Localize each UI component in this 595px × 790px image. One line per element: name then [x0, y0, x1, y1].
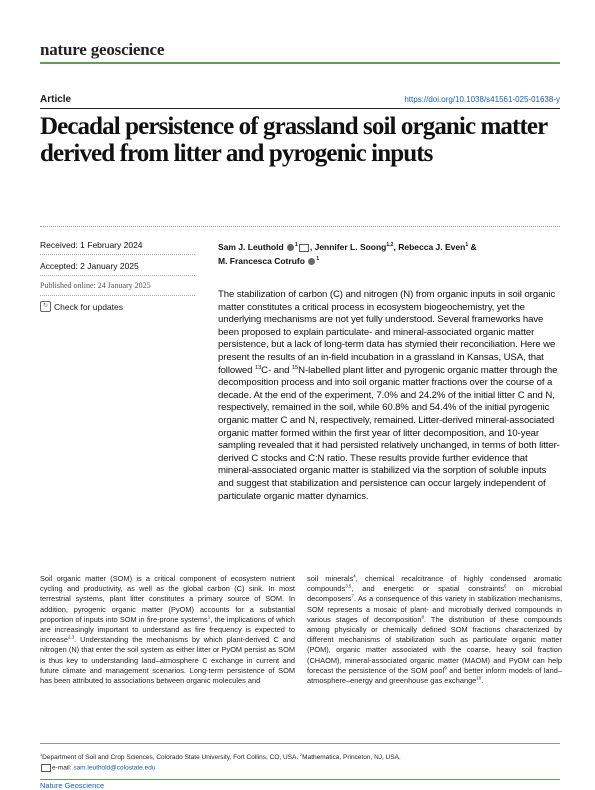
- reference-link[interactable]: 8: [421, 614, 424, 620]
- body-text: Soil organic matter (SOM) is a critical component of ecosystem nutrient cycling and productivity, as well as the global carbon (C) sink. In most terrestrial systems, plant litter constitutes a primary source of SOM. In addition, pyrogenic organic matter (PyOM) accounts for a substantial proportion of inputs into SOM in fire-prone systems: [40, 574, 295, 624]
- author-name[interactable]: Sam J. Leuthold: [218, 242, 284, 252]
- body-text: , and energetic or spatial constraints: [351, 584, 505, 594]
- abstract-text: C- and: [261, 364, 292, 376]
- reference-link[interactable]: 2,3: [67, 634, 75, 640]
- footer-rule: [40, 779, 560, 780]
- orcid-icon[interactable]: [287, 244, 294, 251]
- check-updates-button[interactable]: [40, 301, 123, 312]
- author-separator: &: [468, 242, 477, 252]
- author-affiliation-ref: 1: [295, 242, 298, 249]
- received-date: Received: 1 February 2024: [40, 240, 143, 250]
- body-text: soil minerals: [307, 574, 354, 583]
- journal-name: nature geoscience: [40, 40, 165, 59]
- reference-link[interactable]: 4: [353, 573, 356, 579]
- reference-link[interactable]: 7: [351, 593, 354, 599]
- check-updates-icon: ↻: [40, 301, 51, 312]
- affiliation-text: Mathematica, Princeton, NJ, USA.: [302, 754, 401, 761]
- abstract: [218, 289, 564, 503]
- author-name[interactable]: M. Francesca Cotrufo: [218, 256, 305, 266]
- abstract-text: N-labelled plant litter and pyrogenic organic matter through the decomposition process and into soil organic matter fractions over the course of a decade. At the end of the experiment, 7.0% and 24.2% of the initial litter C and N, respectively, remained in the soil, while 60.8% and 54.4% of the initial pyrogenic organic matter C and N, respectively, remained. Litter-derived mineral-associated organic matter formed within the first year of litter decomposition, and 10-year sampling revealed that it had persisted relatively unchanged, in terms of both litter-derived C stocks and C:N ratio. These results provide further evidence that mineral-associated organic matter is stabilized via the sorption of soluble inputs and suggest that stabilization and persistence can occur largely independent of particulate organic matter dynamics.: [218, 364, 560, 502]
- meta-divider: [40, 275, 195, 276]
- body-text: on microbial decomposers: [307, 584, 562, 604]
- body-text: . Understanding the mechanisms by which plant-derived C and nitrogen (N) that enter the soil system as either litter or PyOM persist as SOM is thus key to understanding land–atmosphere C exchange in current and future climate and management scenarios. Long-term persistence of SOM has been attributed to associations between organic molecules and: [40, 635, 295, 686]
- body-text: and better inform models of land–atmosphere–energy and greenhouse gas exchange: [307, 665, 562, 686]
- body-column-left: [40, 574, 295, 686]
- author-affiliation-ref: 1: [465, 242, 469, 249]
- accepted-date: Accepted: 2 January 2025: [40, 261, 139, 271]
- author-affiliation-ref: 1,2: [386, 242, 394, 249]
- footer-journal-name[interactable]: Nature Geoscience: [40, 781, 105, 790]
- body-column-right: [307, 574, 562, 686]
- orcid-icon[interactable]: [308, 258, 315, 265]
- isotope-superscript: 13: [254, 364, 262, 371]
- published-date: Published online: 24 January 2025: [40, 281, 151, 290]
- header-rule: [40, 62, 560, 64]
- check-updates-label: Check for updates: [54, 301, 123, 312]
- abstract-text: The stabilization of carbon (C) and nitrogen (N) from organic inputs in soil organic matter constitutes a critical process in ecosystem biogeochemistry, yet the underlying mechanisms are not yet fully understood. Several frameworks have been proposed to explain particulate- and mineral-associated organic matter persistence, but a lack of long-term data has stymied their reconciliation. Here we present the results of an in-field incubation in a grassland in Kansas, USA, that followed: [218, 289, 556, 376]
- affiliation-text: Department of Soil and Crop Sciences, Colorado State University, Fort Collins, CO, USA.: [42, 754, 300, 761]
- meta-divider: [40, 254, 195, 255]
- reference-link[interactable]: 9: [444, 665, 447, 671]
- footnote-rule: [40, 743, 560, 744]
- affiliation-number: 2: [300, 751, 303, 757]
- author-affiliation-ref: 1: [316, 256, 320, 263]
- mail-icon[interactable]: [299, 244, 309, 252]
- article-type-label: Article: [40, 94, 72, 105]
- body-text: , chemical recalcitrance of highly condensed aromatic compounds: [307, 574, 562, 594]
- mail-icon: [41, 764, 51, 772]
- affiliations: [40, 751, 401, 761]
- doi-link[interactable]: https://doi.org/10.1038/s41561-025-01638-y: [404, 95, 560, 104]
- meta-divider: [40, 295, 195, 296]
- reference-link[interactable]: 1: [207, 614, 211, 620]
- author-name[interactable]: , Rebecca J. Even: [393, 242, 466, 252]
- reference-link[interactable]: 10: [476, 675, 482, 681]
- body-text: , the implications of which are increasingly important to understand as fire frequency is expected to increase: [40, 614, 295, 645]
- corresponding-email: [40, 764, 155, 772]
- body-text: . As a consequence of this variety in stabilization mechanisms, SOM represents a mosaic of plant- and microbially derived compounds in various stages of decomposition: [307, 594, 562, 624]
- reference-link[interactable]: 3,5: [345, 583, 352, 589]
- affiliation-number: 1: [40, 751, 43, 757]
- email-label: e-mail:: [52, 764, 74, 772]
- article-title: Decadal persistence of grassland soil organic matter derived from litter and pyrogenic inputs: [40, 113, 547, 167]
- isotope-superscript: 15: [291, 364, 299, 371]
- reference-link[interactable]: 6: [504, 583, 507, 589]
- body-text: . The distribution of these compounds among physically or chemically defined SOM fractions characterized by different mechanisms of stabilization such as particulate organic matter (POM), organic matter associated with the coarse, heavy soil fraction (CHAOM), mineral-associated organic matter (MAOM) and PyOM can help forecast the persistence of the SOM pool: [307, 614, 562, 675]
- author-name[interactable]: , Jennifer L. Soong: [309, 242, 387, 252]
- email-address-link[interactable]: sam.leuthold@colostate.edu: [73, 764, 156, 772]
- meta-rule: [40, 226, 560, 227]
- body-text: .: [481, 676, 484, 686]
- author-list: [218, 240, 563, 268]
- title-rule: [40, 108, 560, 109]
